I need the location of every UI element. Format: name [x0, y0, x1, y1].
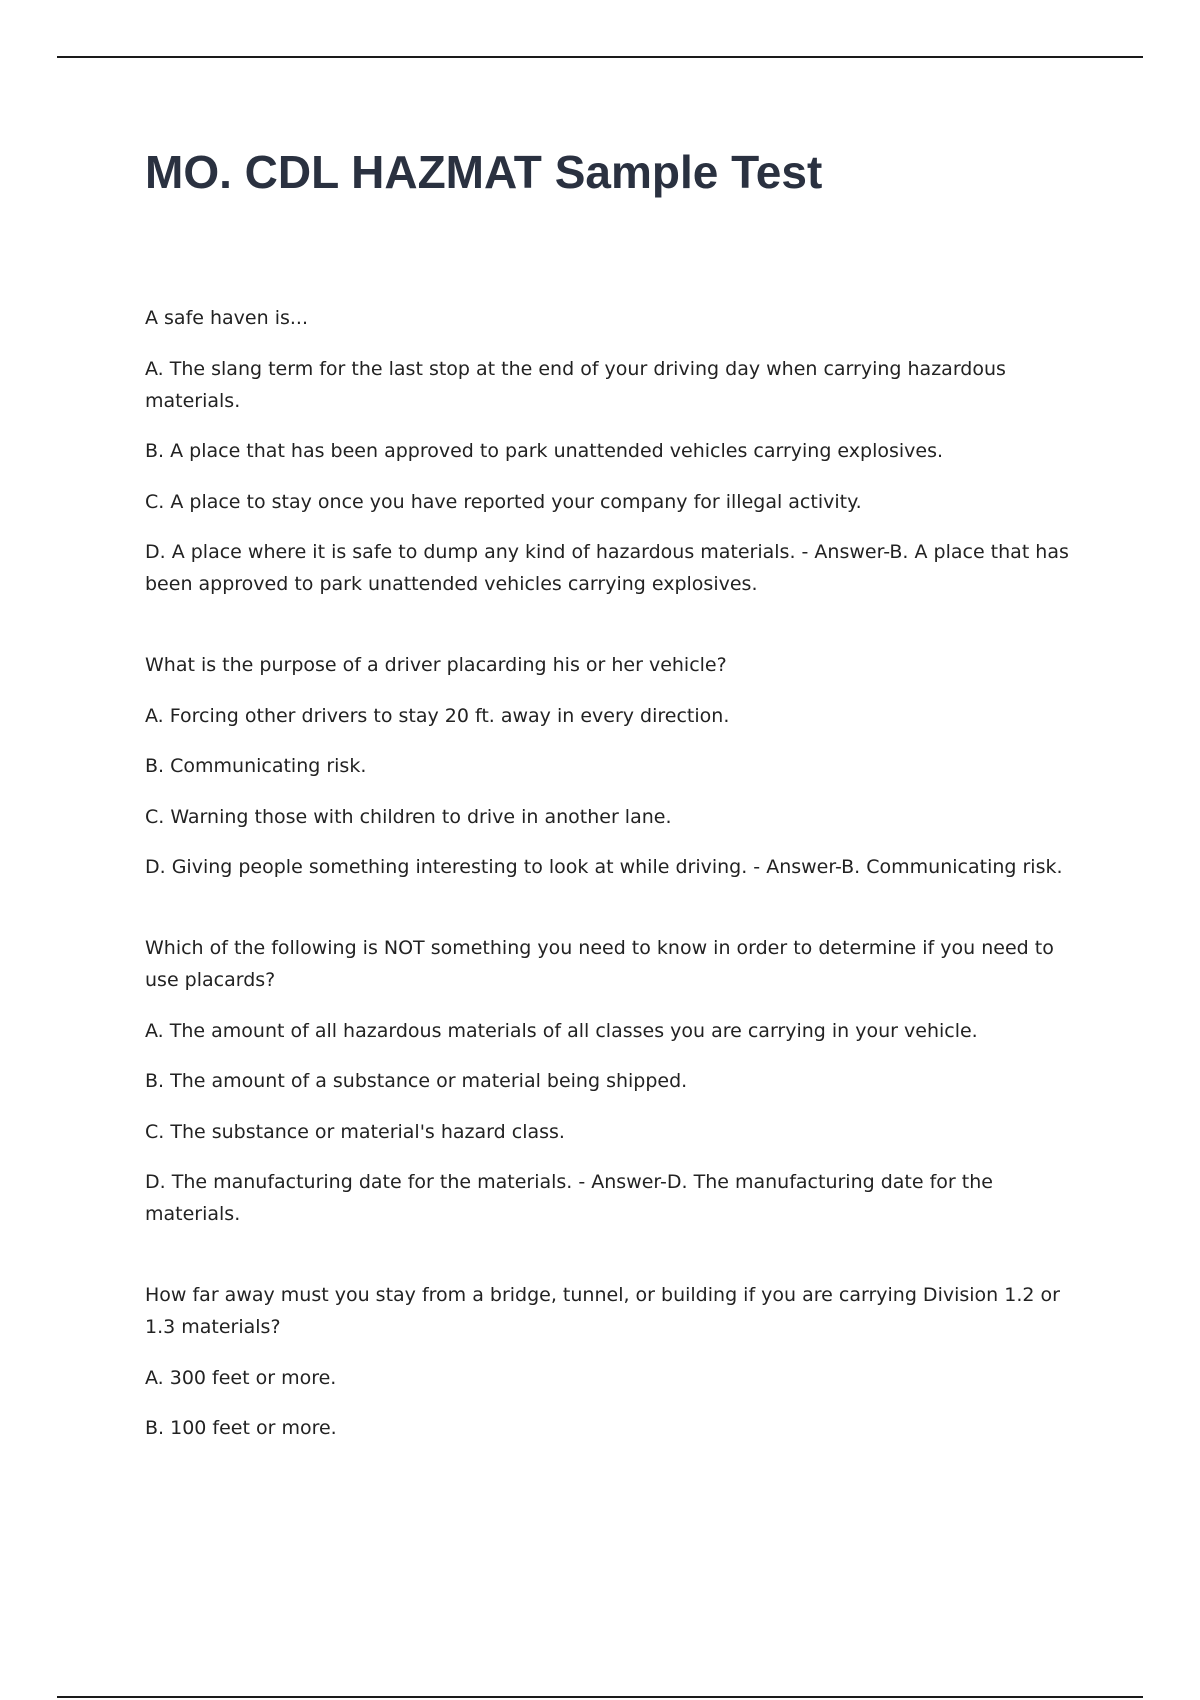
- header-rule: [57, 56, 1143, 58]
- question-4: [145, 1279, 1075, 1444]
- answer-option-b: B. Communicating risk.: [145, 755, 367, 777]
- answer-option-a: A. Forcing other drivers to stay 20 ft. away in every direction.: [145, 704, 730, 727]
- question-list: [145, 302, 1075, 1493]
- question-1: [145, 302, 1075, 600]
- page-title: MO. CDL HAZMAT Sample Test: [145, 146, 823, 198]
- question-prompt: A safe haven is...: [145, 307, 308, 329]
- question-prompt: What is the purpose of a driver placarding his or her vehicle?: [145, 654, 727, 676]
- answer-option-a: A. The amount of all hazardous materials of all classes you are carrying in your vehicle.: [145, 1019, 978, 1042]
- answer-option-d: D. The manufacturing date for the materials. - Answer-D. The manufacturing date for the materials.: [145, 1171, 993, 1225]
- question-2: [145, 649, 1075, 883]
- answer-option-a: A. The slang term for the last stop at the end of your driving day when carrying hazardous materials.: [145, 357, 1006, 412]
- answer-option-d: D. Giving people something interesting to look at while driving. - Answer-B. Communicating risk.: [145, 856, 1063, 878]
- answer-option-b: B. A place that has been approved to park unattended vehicles carrying explosives.: [145, 440, 944, 462]
- question-3: [145, 932, 1075, 1230]
- answer-option-c: C. Warning those with children to drive in another lane.: [145, 805, 672, 828]
- footer-rule: [57, 1696, 1143, 1698]
- question-prompt: How far away must you stay from a bridge, tunnel, or building if you are carrying Division 1.2 or 1.3 materials?: [145, 1284, 1060, 1338]
- answer-option-c: C. The substance or material's hazard class.: [145, 1120, 565, 1143]
- question-prompt: Which of the following is NOT something you need to know in order to determine if you need to use placards?: [145, 937, 1054, 991]
- answer-option-b: B. The amount of a substance or material being shipped.: [145, 1070, 688, 1092]
- answer-option-c: C. A place to stay once you have reported your company for illegal activity.: [145, 490, 862, 513]
- answer-option-b: B. 100 feet or more.: [145, 1417, 337, 1439]
- answer-option-d: D. A place where it is safe to dump any kind of hazardous materials. - Answer-B. A place that has been approved to park unattended vehicles carrying explosives.: [145, 541, 1069, 595]
- answer-option-a: A. 300 feet or more.: [145, 1366, 337, 1389]
